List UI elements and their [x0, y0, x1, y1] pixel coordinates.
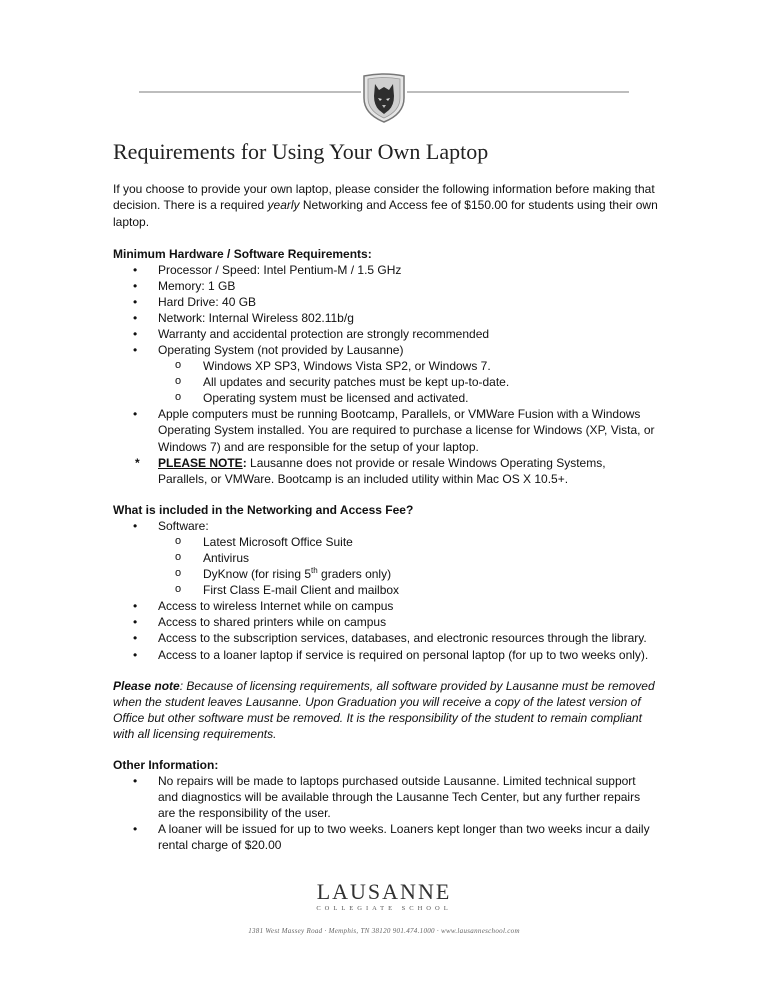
page-title: Requirements for Using Your Own Laptop: [113, 139, 489, 164]
dyknow-text: DyKnow (for rising 5: [203, 567, 312, 582]
software-label: Software:: [158, 518, 209, 533]
list-item: • Hard Drive: 40 GB: [113, 294, 658, 310]
licensing-note-text: : Because of licensing requirements, all software provided by Lausanne must be removed when the student leaves Lausanne. Upon Graduation you will receive a copy of the latest version of Office but other software must be removed. It is the responsibility of the student to remain compliant with all licensing requirements.: [113, 678, 655, 741]
list-item: • Memory: 1 GB: [113, 278, 658, 294]
list-item: • Access to the subscription services, databases, and electronic resources through the library.: [113, 630, 658, 646]
letterhead-footer: [0, 880, 768, 936]
list-item-software: [113, 518, 658, 598]
note-label: PLEASE NOTE: [158, 455, 243, 470]
note-asterisk: *: [135, 455, 140, 470]
list-item: • Warranty and accidental protection are strongly recommended: [113, 326, 658, 342]
intro-text-1: If you choose to provide your own laptop, please consider the following information before making that decision. There is a required: [113, 182, 655, 213]
list-item: • Processor / Speed: Intel Pentium-M / 1.5 GHz: [113, 262, 658, 278]
list-item: • Access to wireless Internet while on campus: [113, 598, 658, 614]
sub-list-item: o Antivirus: [158, 550, 658, 566]
hardware-heading: Minimum Hardware / Software Requirements:: [113, 246, 372, 261]
sub-list-item: o Operating system must be licensed and activated.: [158, 390, 658, 406]
list-item-apple: • Apple computers must be running Bootcamp, Parallels, or VMWare Fusion with a Windows Operating System installed. You are required to purchase a license for Windows (XP, Vista, or Windows 7) and are responsible for the setup of your laptop.: [113, 406, 658, 454]
fee-list: [113, 518, 658, 663]
dyknow-superscript: th: [311, 566, 318, 576]
note-text: Lausanne does not provide or resale Windows Operating Systems, Parallels, or VMWare. Bootcamp is an included utility within Mac OS X 10.5+.: [158, 455, 606, 486]
header-rule-left: [139, 91, 361, 93]
list-item: • A loaner will be issued for up to two weeks. Loaners kept longer than two weeks incur a daily rental charge of $20.00: [113, 821, 658, 853]
other-heading: Other Information:: [113, 757, 219, 772]
intro-emphasis: yearly: [267, 198, 300, 213]
sub-list-item: o First Class E-mail Client and mailbox: [158, 582, 658, 598]
intro-text-2: Networking and Access fee of $150.00 for students using their own laptop.: [113, 198, 658, 229]
school-address: 1381 West Massey Road · Memphis, TN 38120 901.474.1000 · www.lausanneschool.com: [248, 926, 520, 935]
list-item: • Access to a loaner laptop if service is required on personal laptop (for up to two weeks only).: [113, 647, 658, 663]
letterhead-header: [139, 72, 629, 124]
list-item: • Access to shared printers while on campus: [113, 614, 658, 630]
wolf-crest-icon: [360, 72, 408, 124]
fee-heading: What is included in the Networking and Access Fee?: [113, 502, 414, 517]
list-item: • Network: Internal Wireless 802.11b/g: [113, 310, 658, 326]
licensing-note-lead: Please note: [113, 678, 180, 693]
licensing-note: [113, 678, 658, 742]
sub-list-item-dyknow: [158, 566, 658, 582]
note-colon: :: [242, 455, 247, 470]
os-label: Operating System (not provided by Lausanne): [158, 343, 404, 358]
sub-list-item: o Latest Microsoft Office Suite: [158, 534, 658, 550]
sub-list-item: o Windows XP SP3, Windows Vista SP2, or Windows 7.: [158, 358, 658, 374]
please-note: [113, 455, 658, 487]
school-logo-subtitle: COLLEGIATE SCHOOL: [316, 905, 452, 913]
intro-paragraph: [113, 181, 658, 229]
list-item-operating-system: [113, 342, 658, 406]
sub-list-item: o All updates and security patches must be kept up-to-date.: [158, 374, 658, 390]
header-rule-right: [407, 91, 629, 93]
software-sublist: [158, 534, 658, 598]
hardware-list: [113, 262, 658, 455]
other-list: [113, 773, 658, 853]
school-logo-wordmark: LAUSANNE: [316, 879, 452, 904]
os-sublist: [158, 358, 658, 406]
dyknow-text-end: graders only): [317, 567, 392, 582]
list-item: • No repairs will be made to laptops purchased outside Lausanne. Limited technical support and diagnostics will be available through the Lausanne Tech Center, but any further repairs are the responsibility of the user.: [113, 773, 658, 821]
document-body: [113, 139, 658, 853]
